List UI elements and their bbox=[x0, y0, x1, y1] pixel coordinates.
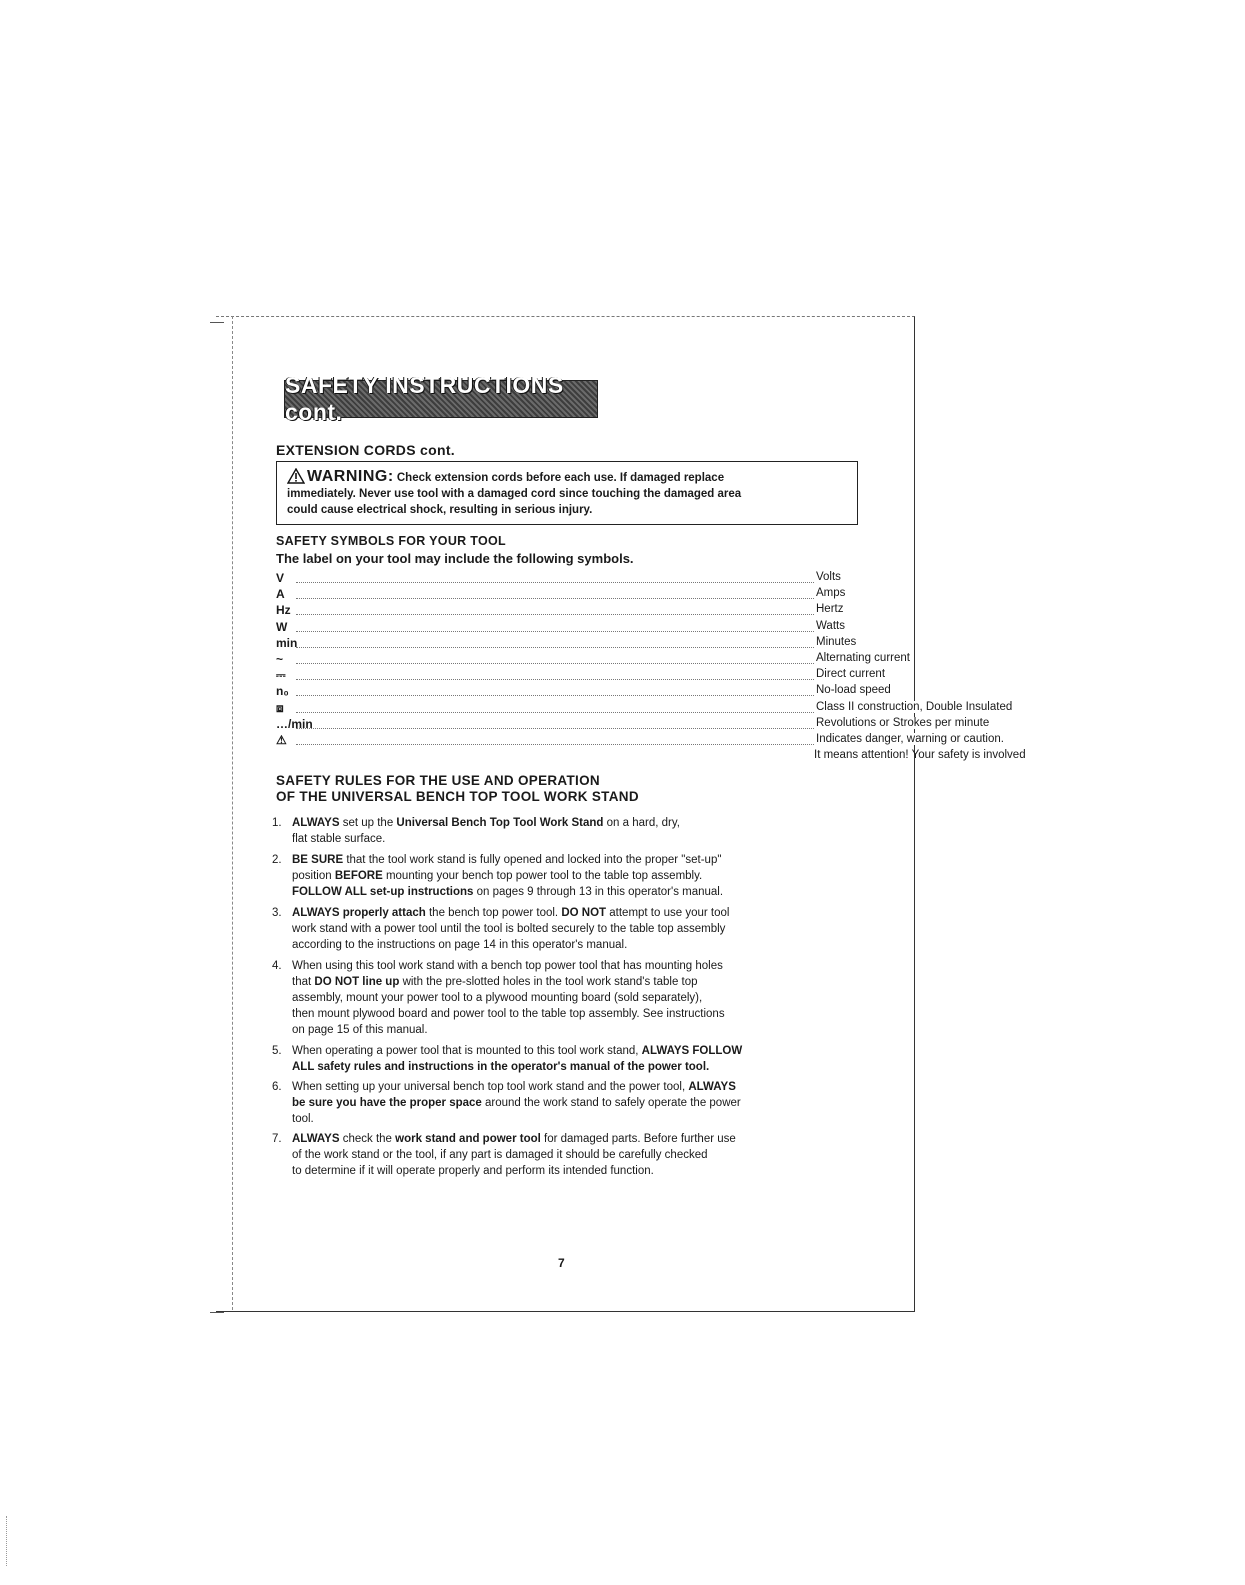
leader-dots bbox=[296, 631, 814, 632]
symbol-glyph: ⚠ bbox=[276, 733, 287, 747]
symbol-glyph: ⧈ bbox=[276, 700, 284, 715]
rule-text bbox=[292, 958, 862, 1038]
left-margin-rule bbox=[232, 316, 233, 1310]
rule-number: 2. bbox=[272, 854, 282, 866]
crop-mark-bottom bbox=[210, 1312, 224, 1313]
safety-symbols-intro: The label on your tool may include the following symbols. bbox=[276, 551, 634, 566]
leader-dots bbox=[296, 712, 814, 713]
rule-text-line: tool. bbox=[292, 1113, 314, 1125]
safety-rules-heading bbox=[276, 773, 639, 805]
symbol-row bbox=[276, 635, 857, 652]
leader-dots bbox=[296, 728, 814, 729]
symbol-row bbox=[276, 571, 841, 587]
symbol-meaning: Revolutions or Strokes per minute bbox=[816, 716, 990, 729]
leader-dots bbox=[296, 647, 814, 648]
rule-number: 5. bbox=[272, 1045, 282, 1057]
rule-number: 4. bbox=[272, 960, 282, 972]
warning-text-line2: immediately. Never use tool with a damaged cord since touching the damaged area bbox=[287, 488, 742, 500]
rule-text bbox=[292, 905, 862, 953]
symbol-glyph: Hz bbox=[276, 603, 291, 618]
rule-text-line: FOLLOW ALL set-up instructions on pages 9 through 13 in this operator's manual. bbox=[292, 886, 724, 898]
symbol-row bbox=[276, 652, 910, 668]
rule-text-line: When setting up your universal bench top tool work stand and the power tool, ALWAYS bbox=[292, 1081, 736, 1093]
rule-number: 1. bbox=[272, 817, 282, 829]
rule-text bbox=[292, 1131, 862, 1179]
rule-text-line: then mount plywood board and power tool to the table top assembly. See instructions bbox=[292, 1008, 725, 1020]
rule-text-line: flat stable surface. bbox=[292, 833, 386, 845]
symbol-glyph: W bbox=[276, 619, 288, 634]
rule-text bbox=[292, 815, 862, 847]
rule-text-line: assembly, mount your power tool to a plywood mounting board (sold separately), bbox=[292, 992, 703, 1004]
section-banner bbox=[284, 372, 598, 425]
rule-text-line: that DO NOT line up with the pre-slotted holes in the tool work stand's table top bbox=[292, 976, 698, 988]
rule-text-line: ALL safety rules and instructions in the operator's manual of the power tool. bbox=[292, 1061, 710, 1073]
rule-text-line: to determine if it will operate properly and perform its intended function. bbox=[292, 1165, 654, 1177]
symbol-meaning: Watts bbox=[816, 619, 845, 632]
rule-text-line: according to the instructions on page 14 in this operator's manual. bbox=[292, 939, 628, 951]
symbol-glyph: min bbox=[276, 635, 298, 650]
warning-triangle-icon bbox=[287, 468, 305, 484]
leader-dots bbox=[296, 614, 814, 615]
symbol-glyph: V bbox=[276, 571, 285, 585]
symbol-row bbox=[276, 684, 891, 700]
warning-box bbox=[276, 461, 858, 525]
rule-number: 7. bbox=[272, 1133, 282, 1145]
rule-text-line: on page 15 of this manual. bbox=[292, 1024, 428, 1036]
symbol-meaning: Class II construction, Double Insulated bbox=[816, 700, 1013, 713]
rule-text-line: ALWAYS properly attach the bench top power tool. DO NOT attempt to use your tool bbox=[292, 907, 730, 919]
rule-text bbox=[292, 852, 862, 900]
symbol-meaning: No-load speed bbox=[816, 684, 891, 697]
symbol-row bbox=[276, 603, 844, 619]
symbol-row bbox=[276, 700, 1013, 717]
rule-text bbox=[292, 1043, 862, 1075]
warning-text-line3: could cause electrical shock, resulting in serious injury. bbox=[287, 504, 593, 516]
leader-dots bbox=[296, 695, 814, 696]
symbol-meaning: Alternating current bbox=[816, 652, 910, 664]
rule-text-line: of the work stand or the tool, if any part is damaged it should be carefully checked bbox=[292, 1149, 708, 1161]
symbol-glyph: A bbox=[276, 587, 285, 602]
rule-text-line: position BEFORE mounting your bench top power tool to the table top assembly. bbox=[292, 870, 703, 882]
leader-dots bbox=[296, 679, 814, 680]
symbol-row bbox=[276, 668, 886, 684]
safety-rules-heading-line2: OF THE UNIVERSAL BENCH TOP TOOL WORK STAND bbox=[276, 789, 639, 804]
symbol-meaning: Direct current bbox=[816, 668, 886, 681]
rule-text bbox=[292, 1079, 862, 1127]
symbol-glyph: ⎓ bbox=[276, 668, 286, 683]
banner-title: SAFETY INSTRUCTIONS cont. bbox=[285, 372, 564, 425]
page-number: 7 bbox=[558, 1256, 565, 1270]
leader-dots bbox=[296, 744, 814, 745]
symbol-glyph: n₀ bbox=[276, 684, 289, 699]
rule-text-line: work stand with a power tool until the tool is bolted securely to the table top assembly bbox=[292, 923, 726, 935]
rule-text-line: BE SURE that the tool work stand is fully opened and locked into the proper "set-up" bbox=[292, 854, 722, 866]
safety-rules-heading-line1: SAFETY RULES FOR THE USE AND OPERATION bbox=[276, 773, 600, 788]
rule-text-line: When operating a power tool that is mounted to this tool work stand, ALWAYS FOLLOW bbox=[292, 1045, 743, 1057]
rule-text-line: ALWAYS check the work stand and power tool for damaged parts. Before further use bbox=[292, 1133, 736, 1145]
symbol-row bbox=[276, 733, 1026, 761]
symbol-row bbox=[276, 587, 846, 603]
symbol-meaning-continued: It means attention! Your safety is involved bbox=[814, 749, 1026, 761]
rule-number: 6. bbox=[272, 1081, 282, 1093]
symbol-meaning: Amps bbox=[816, 587, 846, 600]
symbol-row bbox=[276, 716, 990, 733]
leader-dots bbox=[296, 582, 814, 583]
symbol-row bbox=[276, 619, 845, 636]
symbol-glyph: ~ bbox=[276, 652, 284, 666]
symbol-meaning: Hertz bbox=[816, 603, 844, 616]
symbol-glyph: …/min bbox=[276, 716, 313, 731]
symbol-meaning: Minutes bbox=[816, 635, 857, 648]
rule-text-line: When using this tool work stand with a bench top power tool that has mounting holes bbox=[292, 960, 723, 972]
rule-text-line: ALWAYS set up the Universal Bench Top Tool Work Stand on a hard, dry, bbox=[292, 817, 680, 829]
rule-number: 3. bbox=[272, 907, 282, 919]
rule-text-line: be sure you have the proper space around the work stand to safely operate the power bbox=[292, 1097, 741, 1109]
leader-dots bbox=[296, 598, 814, 599]
crop-mark-top bbox=[210, 322, 224, 323]
safety-symbols-heading: SAFETY SYMBOLS FOR YOUR TOOL bbox=[276, 534, 506, 548]
symbol-meaning: Volts bbox=[816, 571, 841, 583]
extension-cords-heading: EXTENSION CORDS cont. bbox=[276, 442, 455, 458]
warning-text-line1: Check extension cords before each use. If damaged replace bbox=[396, 472, 725, 484]
scan-artifact bbox=[6, 1516, 7, 1566]
warning-label: WARNING: bbox=[307, 468, 394, 485]
leader-dots bbox=[296, 663, 814, 664]
symbol-meaning: Indicates danger, warning or caution. bbox=[816, 733, 1004, 745]
